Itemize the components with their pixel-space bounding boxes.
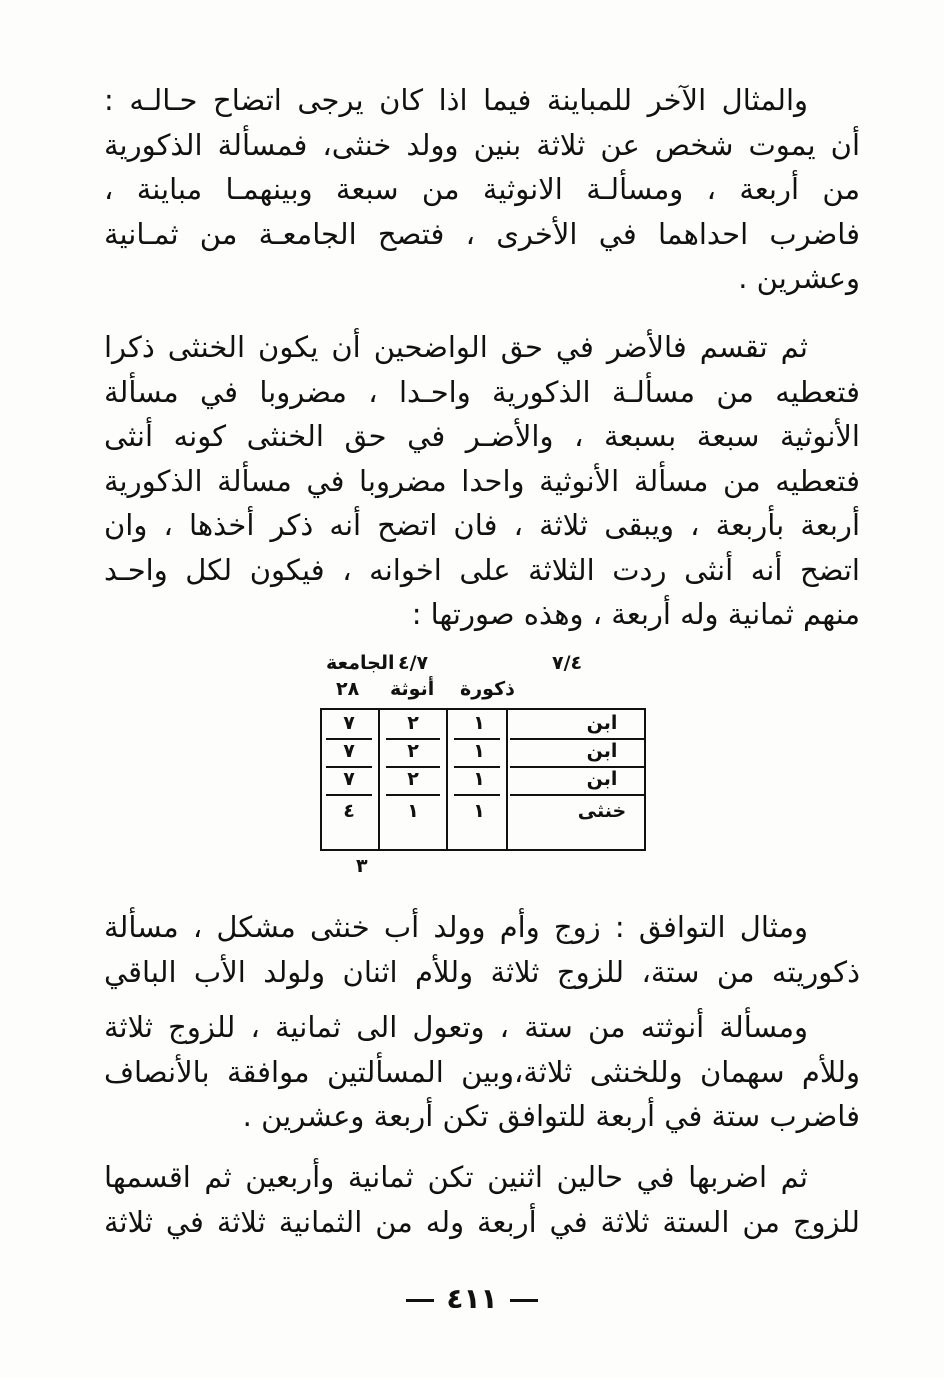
dhukura-cell: ١ [473, 768, 485, 790]
column-divider [446, 710, 448, 849]
text-line: ثم تقسم فالأضر في حق الواضحين أن يكون الخنثى ذكرا [104, 330, 808, 364]
dash-decoration [406, 1299, 434, 1302]
heir-cell: ابن [586, 740, 618, 762]
unutha-cell: ٢ [407, 712, 419, 734]
page-number [0, 1282, 944, 1315]
dhukura-cell: ١ [473, 712, 485, 734]
unutha-cell: ٢ [407, 740, 419, 762]
paragraph-1 [104, 78, 860, 301]
heir-cell: ابن [586, 712, 618, 734]
jamia-total: ٢٨ [336, 678, 360, 700]
heirs-table [320, 708, 646, 851]
column-divider [378, 710, 380, 849]
text-line: ثم اضربها في حالين اثنين تكن ثمانية وأربعين ثم اقسمها [104, 1160, 808, 1194]
text-line: وللأم سهمان وللخنثى ثلاثة،وبين المسألتين موافقة بالأنصاف [104, 1054, 860, 1089]
paragraph-5 [104, 1155, 860, 1244]
text-line: ذكوريته من ستة، للزوج ثلاثة وللأم اثنان ولولد الأب الباقي [104, 954, 860, 989]
jamia-cell: ٧ [343, 768, 355, 790]
jamia-cell: ٧ [343, 712, 355, 734]
text-line: فتعطيه من مسألـة الذكورية واحـدا ، مضروبا في مسألة [104, 374, 860, 409]
unutha-cell: ١ [407, 800, 419, 822]
fraction-left-label: ٤/٧ [398, 652, 429, 674]
paragraph-3 [104, 905, 860, 994]
text-line: للزوج من الستة ثلاثة في أربعة وله من الثمانية ثلاثة في ثلاثة [104, 1204, 860, 1239]
jamia-cell: ٤ [343, 800, 355, 822]
row-divider [386, 794, 440, 796]
row-divider [326, 794, 372, 796]
text-line: وعشرين . [738, 261, 860, 295]
text-line: ومثال التوافق : زوج وأم وولد أب خنثى مشكل ، مسألة [104, 910, 808, 944]
row-divider [510, 794, 644, 796]
below-table-value: ٣ [356, 855, 368, 877]
jamia-cell: ٧ [343, 740, 355, 762]
text-line: اتضح أنه أنثى ردت الثلاثة على اخوانه ، فيكون لكل واحـد [104, 552, 860, 587]
fraction-right-label: ٧/٤ [552, 652, 583, 674]
text-line: الأنوثية سبعة بسبعة ، والأضـر في حق الخنثى كونه أنثى [104, 419, 860, 453]
dhukura-cell: ١ [473, 740, 485, 762]
heir-cell: خنثى [577, 800, 627, 822]
text-line: فاضرب ستة في أربعة للتوافق تكن أربعة وعشرين . [242, 1099, 860, 1133]
text-line: والمثال الآخر للمباينة فيما اذا كان يرجى اتضاح حـالـه : [104, 83, 808, 117]
paragraph-4 [104, 1005, 860, 1139]
text-line: فتعطيه من مسألة الأنوثية واحدا مضروبا في مسألة الذكورية [104, 463, 860, 498]
text-line: من أربعة ، ومسألـة الانوثية من سبعة وبينهمـا مباينة ، [104, 172, 860, 206]
unutha-cell: ٢ [407, 768, 419, 790]
unutha-column-header: أنوثة [390, 678, 435, 700]
dhukura-column-header: ذكورة [460, 678, 515, 700]
heir-cell: ابن [586, 768, 618, 790]
dhukura-cell: ١ [473, 800, 485, 822]
column-divider [506, 710, 508, 849]
text-line: فاضرب احداهما في الأخرى ، فتصح الجامعـة من ثمـانية [104, 216, 860, 251]
page-number-value: ٤١١ [446, 1282, 498, 1315]
text-line: أن يموت شخص عن ثلاثة بنين وولد خنثى، فمسألة الذكورية [104, 127, 860, 162]
dash-decoration [510, 1299, 538, 1302]
row-divider [454, 794, 500, 796]
text-line: أربعة بأربعة ، ويبقى ثلاثة ، فان اتضح أنه ذكر أخذها ، وان [104, 508, 860, 542]
text-line: منهم ثمانية وله أربعة ، وهذه صورتها : [411, 597, 860, 631]
jamia-column-header: الجامعة [326, 652, 395, 674]
text-line: ومسألة أنوثته من ستة ، وتعول الى ثمانية ، للزوج ثلاثة [104, 1010, 808, 1044]
inheritance-table-figure [300, 650, 660, 890]
paragraph-2 [104, 325, 860, 637]
